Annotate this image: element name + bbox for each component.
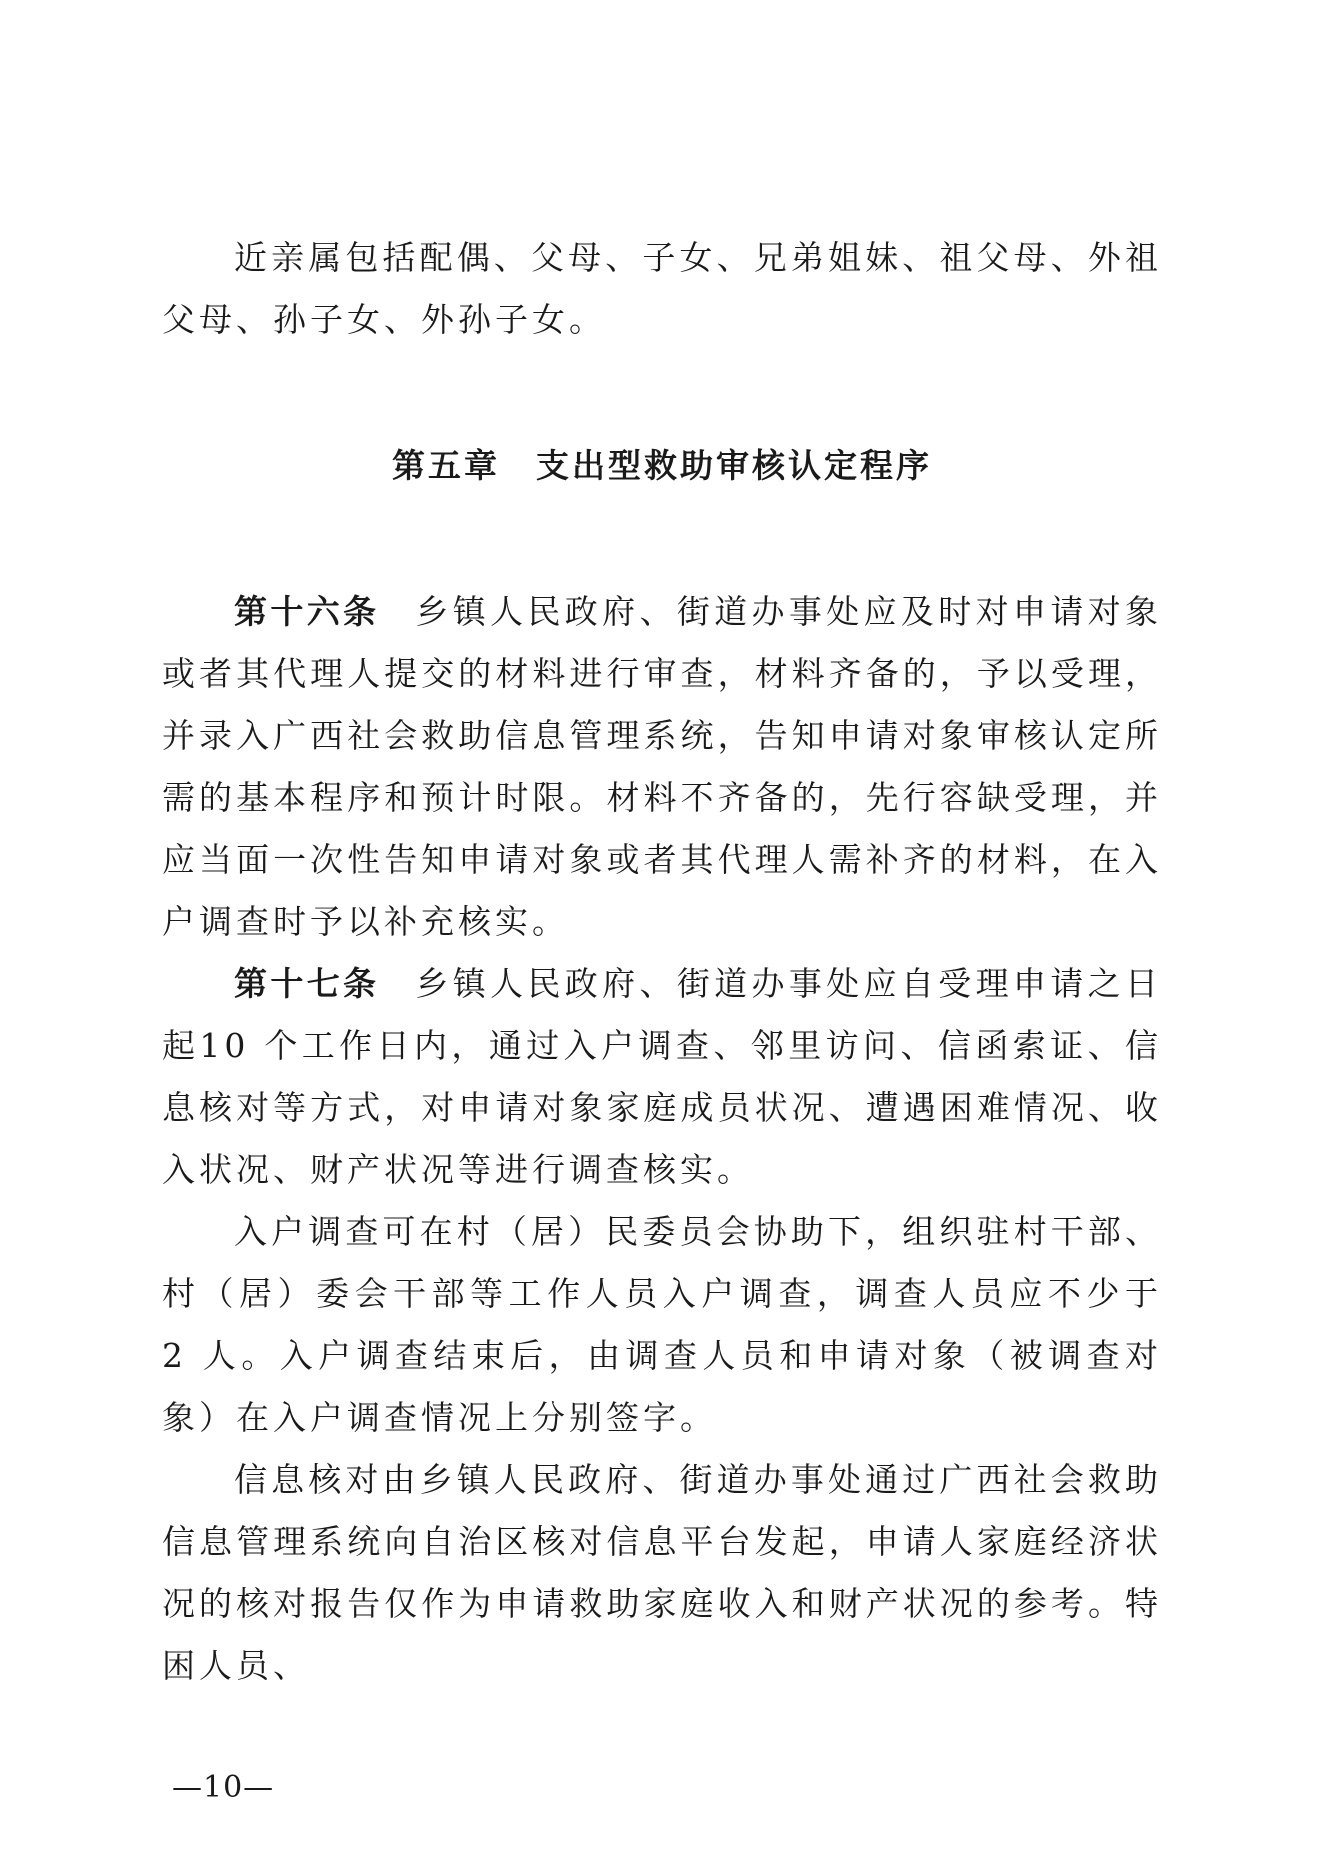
paragraph-relatives: 近亲属包括配偶、父母、子女、兄弟姐妹、祖父母、外祖父母、孙子女、外孙子女。	[162, 238, 1162, 339]
article-17-body: 乡镇人民政府、街道办事处应自受理申请之日起10 个工作日内，通过入户调查、邻里访问、信函索证、信息核对等方式，对申请对象家庭成员状况、遭遇困难情况、收入状况、财产状况等进行调查核实。	[162, 964, 1163, 1189]
paragraph-household-survey: 入户调查可在村（居）民委员会协助下，组织驻村干部、村（居）委会干部等工作人员入户调查，调查人员应不少于 2 人。入户调查结束后，由调查人员和申请对象（被调查对象）在入户调查情况上分别签字。	[162, 1212, 1162, 1437]
article-16-heading: 第十六条	[234, 592, 380, 631]
article-16-body: 乡镇人民政府、街道办事处应及时对申请对象或者其代理人提交的材料进行审查，材料齐备的，予以受理，并录入广西社会救助信息管理系统，告知申请对象审核认定所需的基本程序和预计时限。材料不齐备的，先行容缺受理，并应当面一次性告知申请对象或者其代理人需补齐的材料，在入户调查时予以补充核实。	[162, 592, 1163, 941]
chapter-title: 第五章 支出型救助审核认定程序	[392, 446, 932, 485]
page-number: —10—	[172, 1770, 275, 1805]
article-17	[162, 953, 1162, 1201]
paragraph-information-check: 信息核对由乡镇人民政府、街道办事处通过广西社会救助信息管理系统向自治区核对信息平台发起，申请人家庭经济状况的核对报告仅作为申请救助家庭收入和财产状况的参考。特困人员、	[162, 1460, 1162, 1685]
article-17-heading: 第十七条	[234, 964, 380, 1003]
article-16	[162, 581, 1162, 953]
document-body	[162, 227, 1162, 1697]
